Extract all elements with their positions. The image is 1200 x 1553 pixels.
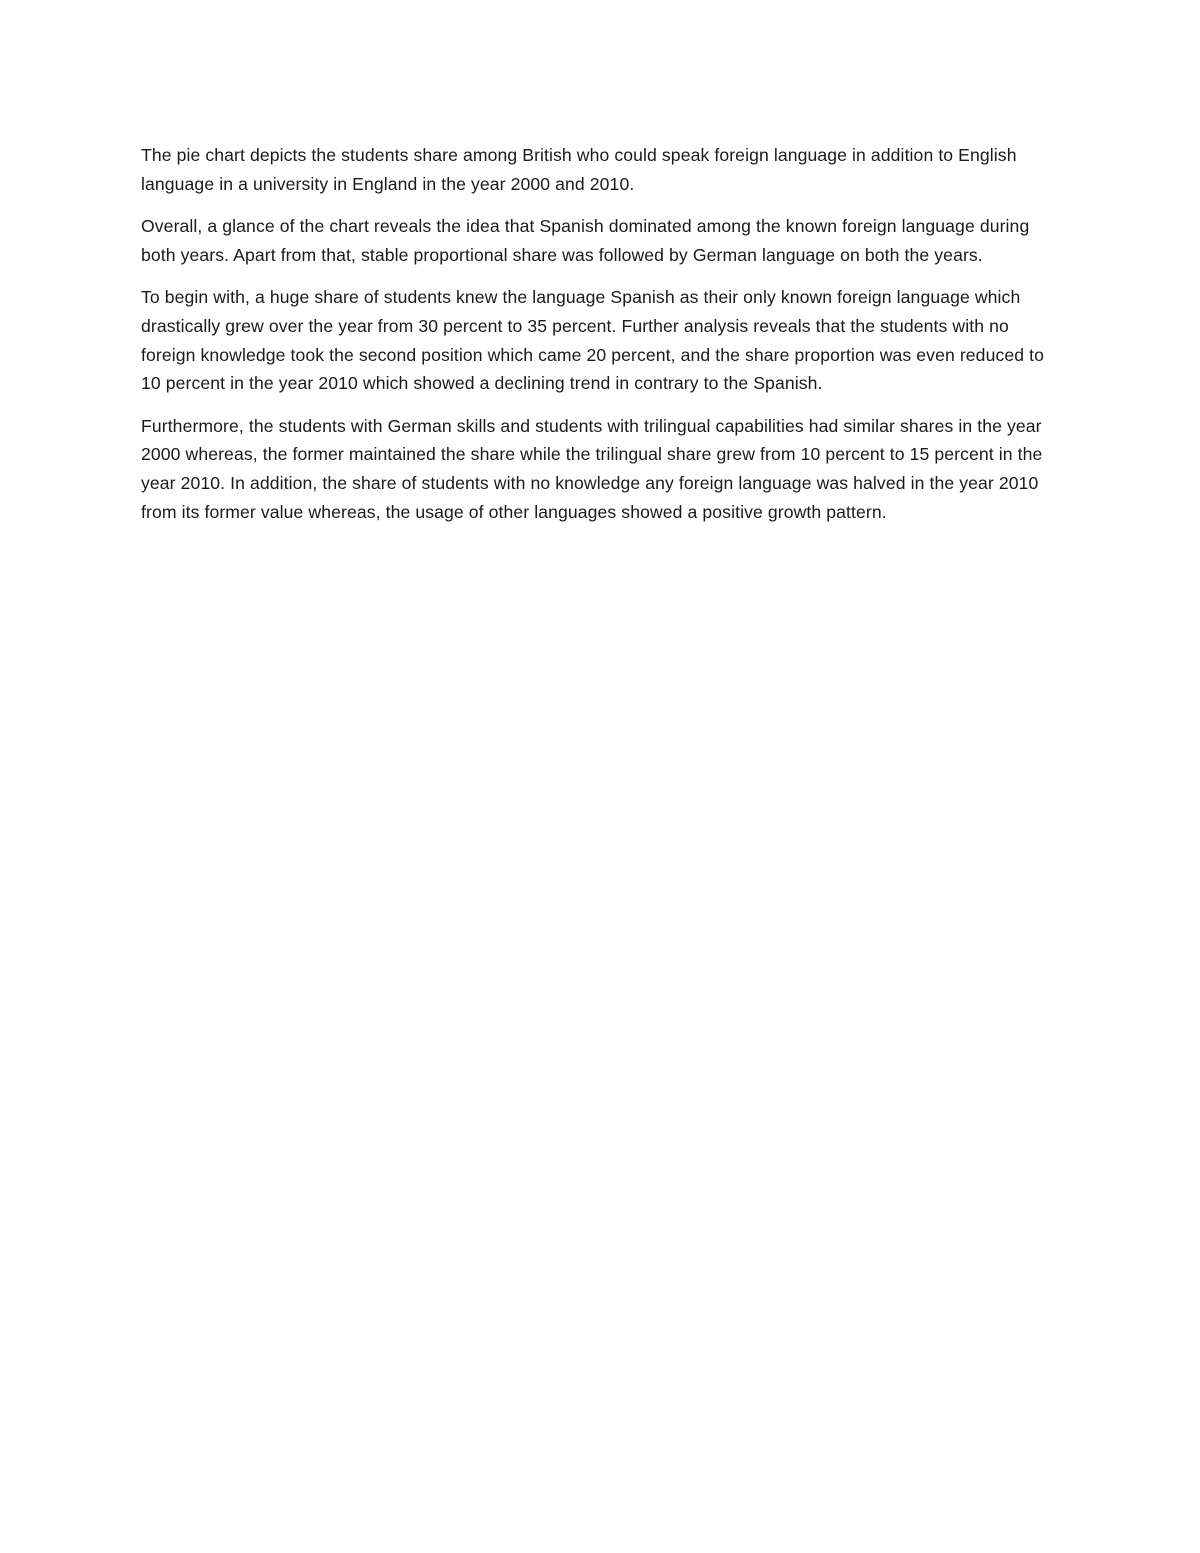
paragraph-intro: The pie chart depicts the students share among British who could speak foreign language in addition to English language in a university in England in the year 2000 and 2010. — [141, 145, 1017, 194]
paragraph-body-2: Furthermore, the students with German skills and students with trilingual capabilities had similar shares in the year 2000 whereas, the former maintained the share while the trilingual share grew from 10 percent to 15 percent in the year 2010. In addition, the share of students with no knowledge any foreign language was halved in the year 2010 from its former value whereas, the usage of other languages showed a positive growth pattern. — [141, 415, 1043, 522]
paragraph-body-1: To begin with, a huge share of students knew the language Spanish as their only known foreign language which drastically grew over the year from 30 percent to 35 percent. Further analysis reveals that the students with no foreign knowledge took the second position which came 20 percent, and the share proportion was even reduced to 10 percent in the year 2010 which showed a declining trend in contrary to the Spanish. — [141, 287, 1044, 394]
paragraph-overview: Overall, a glance of the chart reveals the idea that Spanish dominated among the known foreign language during both years. Apart from that, stable proportional share was followed by German language on both the years. — [141, 216, 1030, 265]
document-body — [141, 141, 1061, 540]
